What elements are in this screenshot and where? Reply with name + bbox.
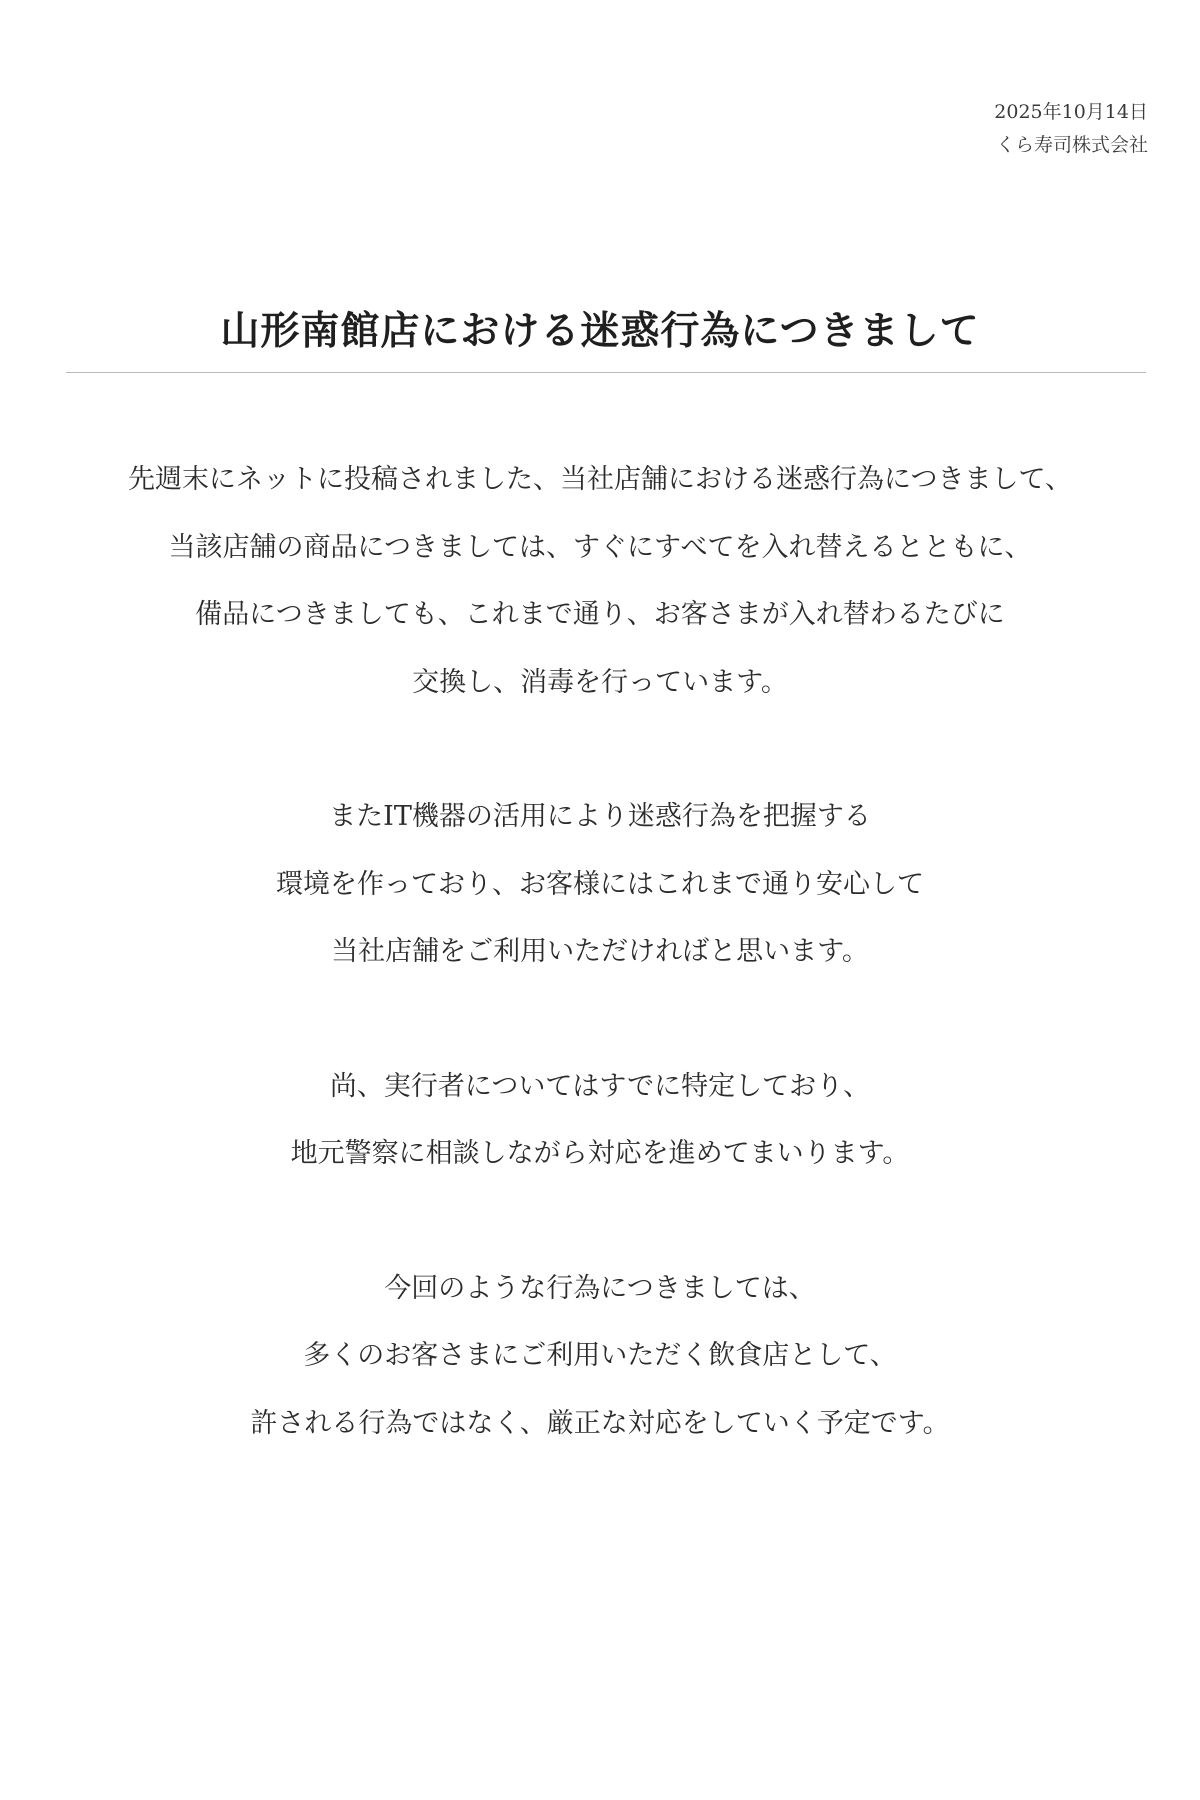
notice-body [0, 446, 1200, 1457]
paragraph-line: 許される行為ではなく、厳正な対応をしていく予定です。 [250, 1407, 950, 1439]
notice-date: 2025年10月14日 [994, 101, 1148, 123]
paragraph-line: 今回のような行為につきましては、 [384, 1272, 816, 1304]
paragraph-1 [0, 446, 1200, 716]
paragraph-line: 尚、実行者についてはすでに特定しており、 [329, 1070, 871, 1102]
paragraph-line: 交換し、消毒を行っています。 [412, 666, 788, 698]
header-meta [994, 96, 1148, 162]
paragraph-2 [0, 783, 1200, 986]
paragraph-4 [0, 1255, 1200, 1458]
paragraph-line: 当社店舗をご利用いただければと思います。 [331, 936, 869, 967]
paragraph-line: 当該店舗の商品につきましては、すぐにすべてを入れ替えるとともに、 [168, 531, 1032, 563]
title-divider [66, 372, 1146, 373]
paragraph-line: 先週末にネットに投稿されました、当社店舗における迷惑行為につきまして、 [128, 464, 1072, 495]
paragraph-3 [0, 1053, 1200, 1188]
paragraph-line: 多くのお客さまにご利用いただく飲食店として、 [303, 1340, 897, 1371]
paragraph-line: 環境を作っており、お客様にはこれまで通り安心して [276, 868, 924, 900]
paragraph-line: またIT機器の活用により迷惑行為を把握する [329, 801, 871, 832]
paragraph-line: 備品につきましても、これまで通り、お客さまが入れ替わるたびに [195, 599, 1005, 630]
paragraph-line: 地元警察に相談しながら対応を進めてまいります。 [290, 1138, 910, 1169]
company-name: くら寿司株式会社 [995, 134, 1148, 156]
notice-title: 山形南館店における迷惑行為につきまして [220, 308, 980, 354]
